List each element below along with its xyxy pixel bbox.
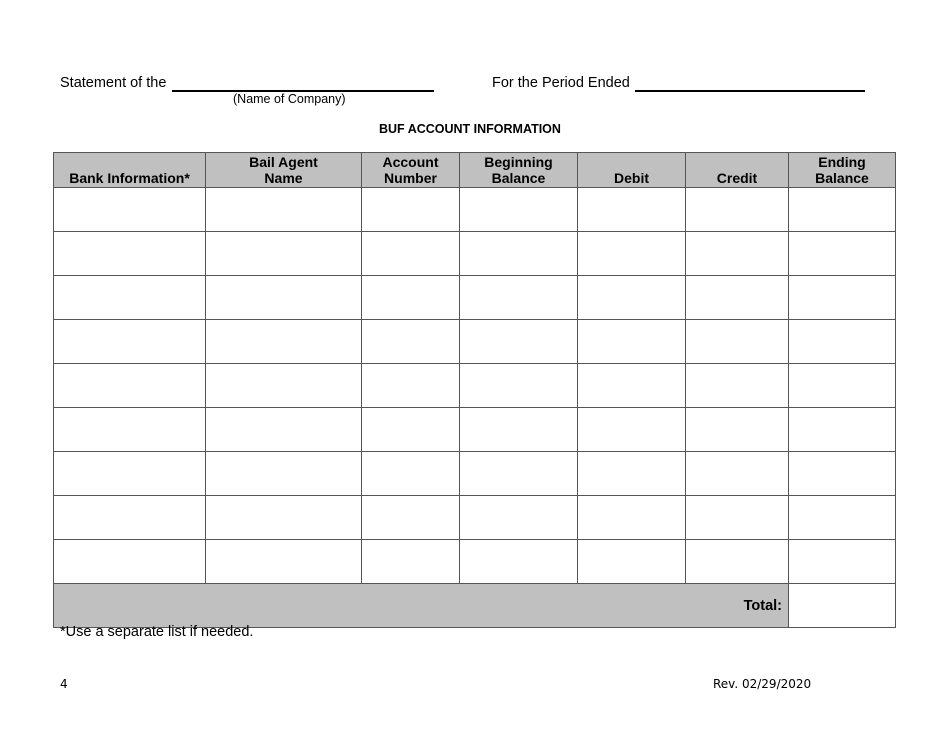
table-cell[interactable] — [362, 320, 460, 364]
col-header-account-number — [362, 153, 460, 188]
table-cell[interactable] — [789, 232, 896, 276]
table-cell[interactable] — [362, 408, 460, 452]
table-cell[interactable] — [206, 188, 362, 232]
period-label: For the Period Ended — [492, 75, 630, 91]
table-cell[interactable] — [54, 540, 206, 584]
table-cell[interactable] — [362, 540, 460, 584]
table-cell[interactable] — [686, 320, 789, 364]
table-cell[interactable] — [206, 540, 362, 584]
table-cell[interactable] — [578, 496, 686, 540]
col-header-bank-information — [54, 153, 206, 188]
table-cell[interactable] — [206, 320, 362, 364]
table-cell[interactable] — [54, 452, 206, 496]
table-row — [54, 276, 896, 320]
table-cell[interactable] — [686, 452, 789, 496]
table-cell[interactable] — [460, 232, 578, 276]
table-cell[interactable] — [578, 540, 686, 584]
table-header-row — [54, 153, 896, 188]
col-header-bail-agent-name — [206, 153, 362, 188]
table-cell[interactable] — [789, 364, 896, 408]
table-row — [54, 452, 896, 496]
table-cell[interactable] — [54, 232, 206, 276]
table-cell[interactable] — [362, 452, 460, 496]
table-cell[interactable] — [789, 188, 896, 232]
col-header-line1: Beginning — [484, 154, 553, 170]
table-cell[interactable] — [54, 496, 206, 540]
table-cell[interactable] — [578, 320, 686, 364]
table-cell[interactable] — [686, 408, 789, 452]
col-header-line2: Credit — [716, 170, 758, 186]
table-cell[interactable] — [578, 408, 686, 452]
table-cell[interactable] — [686, 276, 789, 320]
table-cell[interactable] — [54, 320, 206, 364]
table-cell[interactable] — [789, 320, 896, 364]
table-cell[interactable] — [362, 364, 460, 408]
col-header-line2: Debit — [614, 170, 649, 186]
table-cell[interactable] — [460, 540, 578, 584]
page-number: 4 — [60, 677, 68, 691]
footnote: *Use a separate list if needed. — [60, 624, 254, 640]
col-header-ending-balance — [789, 153, 896, 188]
table-cell[interactable] — [789, 276, 896, 320]
col-header-line1: Account — [382, 154, 439, 170]
col-header-line2: Balance — [491, 170, 546, 186]
table-cell[interactable] — [206, 364, 362, 408]
table-cell[interactable] — [578, 232, 686, 276]
table-cell[interactable] — [460, 408, 578, 452]
table-row — [54, 232, 896, 276]
section-title: BUF ACCOUNT INFORMATION — [379, 122, 561, 136]
table-cell[interactable] — [789, 408, 896, 452]
table-cell[interactable] — [578, 452, 686, 496]
table-cell[interactable] — [460, 496, 578, 540]
table-row — [54, 364, 896, 408]
table-cell[interactable] — [206, 408, 362, 452]
table-cell[interactable] — [789, 496, 896, 540]
table-cell[interactable] — [206, 276, 362, 320]
table-cell[interactable] — [460, 452, 578, 496]
company-name-caption: (Name of Company) — [233, 92, 346, 106]
table-cell[interactable] — [686, 496, 789, 540]
table-cell[interactable] — [460, 188, 578, 232]
total-row — [54, 584, 896, 628]
period-ended-field[interactable] — [635, 90, 865, 92]
table-cell[interactable] — [460, 276, 578, 320]
table-cell[interactable] — [54, 408, 206, 452]
table-cell[interactable] — [54, 364, 206, 408]
total-label: Total: — [54, 584, 789, 628]
table-row — [54, 320, 896, 364]
table-cell[interactable] — [686, 540, 789, 584]
table-row — [54, 408, 896, 452]
table-cell[interactable] — [460, 320, 578, 364]
table-cell[interactable] — [578, 188, 686, 232]
table-cell[interactable] — [578, 364, 686, 408]
table-cell[interactable] — [362, 276, 460, 320]
table-cell[interactable] — [362, 188, 460, 232]
buf-account-table — [53, 152, 896, 628]
table-cell[interactable] — [362, 496, 460, 540]
col-header-beginning-balance — [460, 153, 578, 188]
table-cell[interactable] — [206, 232, 362, 276]
table-cell[interactable] — [460, 364, 578, 408]
total-value-cell[interactable] — [789, 584, 896, 628]
table-cell[interactable] — [54, 276, 206, 320]
col-header-line2: Balance — [815, 170, 869, 186]
table-cell[interactable] — [206, 452, 362, 496]
col-header-line2: Name — [264, 170, 303, 186]
table-cell[interactable] — [789, 452, 896, 496]
table-cell[interactable] — [686, 364, 789, 408]
table-row — [54, 540, 896, 584]
col-header-line1: Ending — [818, 154, 866, 170]
table-cell[interactable] — [54, 188, 206, 232]
col-header-line1: Bail Agent — [249, 154, 318, 170]
table-cell[interactable] — [578, 276, 686, 320]
table-cell[interactable] — [686, 232, 789, 276]
table-cell[interactable] — [686, 188, 789, 232]
table-cell[interactable] — [206, 496, 362, 540]
col-header-line2: Bank Information* — [69, 170, 190, 186]
table-row — [54, 188, 896, 232]
col-header-debit — [578, 153, 686, 188]
statement-label: Statement of the — [60, 75, 167, 91]
revision-date: Rev. 02/29/2020 — [713, 677, 812, 691]
col-header-line2: Number — [384, 170, 437, 186]
table-cell[interactable] — [362, 232, 460, 276]
table-row — [54, 496, 896, 540]
table-cell[interactable] — [789, 540, 896, 584]
col-header-credit — [686, 153, 789, 188]
